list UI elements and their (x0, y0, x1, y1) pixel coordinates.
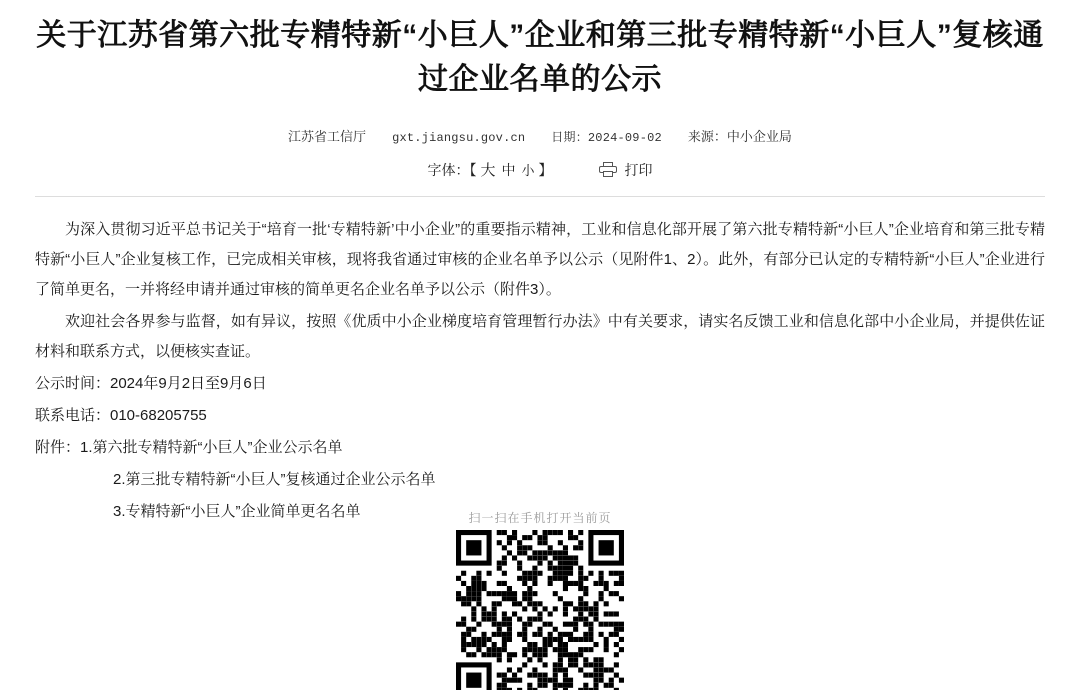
document-body (35, 197, 1045, 527)
font-size-large-button[interactable]: 大 (480, 162, 496, 179)
body-paragraph-1: 为深入贯彻习近平总书记关于“培育一批‘专精特新’中小企业”的重要指示精神，工业和信息化部开展了第六批专精特新“小巨人”企业培育和第三批专精特新“小巨人”企业复核工作，已完成相关审核，现将我省通过审核的企业名单予以公示（见附件1、2）。此外，有部分已认定的专精特新“小巨人”企业进行了简单更名，一并将经申请并通过审核的简单更名企业名单予以公示（附件3）。 (35, 221, 1045, 298)
qr-section (0, 509, 1080, 690)
attachment-item-2: 2.第三批专精特新“小巨人”复核通过企业公示名单 (113, 471, 436, 488)
print-button[interactable] (599, 160, 653, 180)
attachment-item-3: 3.专精特新“小巨人”企业简单更名名单 (113, 503, 361, 520)
attachment-item-1: 附件：1.第六批专精特新“小巨人”企业公示名单 (35, 439, 343, 456)
qr-caption: 扫一扫在手机打开当前页 (468, 511, 612, 525)
document-page (0, 14, 1080, 690)
meta-date: 日期：2024-09-02 (551, 131, 662, 145)
font-size-label: 字体：【 (427, 162, 477, 178)
publicity-period: 公示时间：2024年9月2日至9月6日 (35, 375, 267, 392)
font-size-control (427, 159, 552, 180)
meta-source: 来源：中小企业局 (687, 129, 792, 144)
document-meta (24, 126, 1056, 145)
meta-site-url: gxt.jiangsu.gov.cn (392, 131, 526, 145)
qr-code-icon (456, 530, 624, 690)
font-size-label-close: 】 (538, 162, 553, 178)
document-tools (24, 159, 1056, 180)
printer-icon (599, 162, 617, 177)
page-title: 关于江苏省第六批专精特新“小巨人”企业和第三批专精特新“小巨人”复核通过企业名单的公示 (36, 19, 1044, 96)
contact-phone: 联系电话：010-68205755 (35, 407, 207, 424)
body-paragraph-2: 欢迎社会各界参与监督，如有异议，按照《优质中小企业梯度培育管理暂行办法》中有关要求，请实名反馈工业和信息化部中小企业局，并提供佐证材料和联系方式，以便核实查证。 (35, 313, 1045, 360)
font-size-small-button[interactable]: 小 (521, 163, 535, 178)
print-label: 打印 (624, 161, 653, 178)
font-size-medium-button[interactable]: 中 (501, 162, 516, 178)
meta-department: 江苏省工信厅 (288, 129, 367, 144)
